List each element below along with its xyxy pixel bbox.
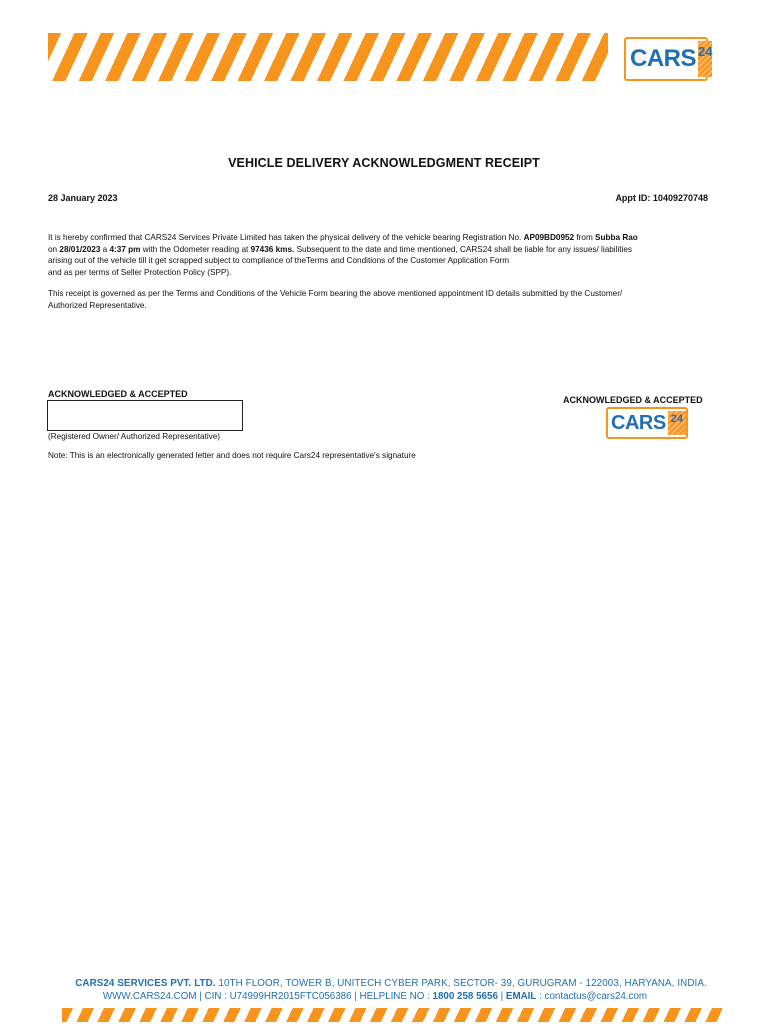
footer-email: : contactus@cars24.com bbox=[536, 991, 648, 1002]
para1-text-d: a bbox=[100, 244, 110, 254]
para1-text-b: from bbox=[574, 233, 596, 242]
electronic-note: Note: This is an electronically generated letter and does not require Cars24 representative's signature bbox=[48, 451, 416, 460]
cars24-stamp-logo bbox=[606, 407, 688, 439]
para1-text-a: It is hereby confirmed that CARS24 Services Private Limited has taken the physical delivery of the vehicle bearing Registration No. bbox=[48, 233, 524, 242]
header-stripe-band bbox=[48, 33, 608, 81]
para2-line2: Authorized Representative. bbox=[48, 300, 147, 310]
para1-text-c: on bbox=[48, 244, 60, 254]
footer-helpline: 1800 258 5656 bbox=[432, 991, 498, 1002]
signature-box bbox=[47, 400, 243, 431]
footer-address-text: 10TH FLOOR, TOWER B, UNITECH CYBER PARK, SECTOR- 39, GURUGRAM - 122003, HARYANA, INDIA. bbox=[215, 978, 707, 989]
delivery-time: 4:37 pm bbox=[109, 244, 141, 254]
footer-contact bbox=[0, 991, 750, 1002]
document-date: 28 January 2023 bbox=[48, 193, 118, 203]
footer-email-label: EMAIL bbox=[505, 991, 537, 1002]
footer-company: CARS24 SERVICES PVT. LTD. bbox=[75, 978, 216, 989]
footer-website-cin: WWW.CARS24.COM | CIN : U74999HR2015FTC056386 | HELPLINE NO : bbox=[102, 991, 433, 1002]
footer-address bbox=[0, 978, 768, 989]
delivery-date: 28/01/2023 bbox=[59, 244, 101, 254]
ack-heading-right: ACKNOWLEDGED & ACCEPTED bbox=[563, 395, 703, 405]
document-title: VEHICLE DELIVERY ACKNOWLEDGMENT RECEIPT bbox=[228, 156, 540, 170]
footer-separator: | bbox=[497, 991, 506, 1002]
stamp-logo-number: 24 bbox=[668, 411, 686, 435]
governance-paragraph bbox=[48, 288, 720, 311]
ack-heading-left: ACKNOWLEDGED & ACCEPTED bbox=[48, 389, 188, 399]
para1-text-e: with the Odometer reading at bbox=[140, 244, 251, 254]
signature-caption: (Registered Owner/ Authorized Representative) bbox=[48, 432, 221, 441]
cars24-logo bbox=[624, 37, 713, 81]
confirmation-paragraph bbox=[48, 232, 720, 278]
para1-line3: arising out of the vehicle till it get scrapped subject to compliance of theTerms and Conditions of the Customer Application Form bbox=[48, 256, 510, 265]
logo-number: 24 bbox=[698, 41, 712, 77]
para1-line4: and as per terms of Seller Protection Policy (SPP). bbox=[48, 267, 232, 277]
odometer-reading: 97436 kms. bbox=[250, 244, 295, 254]
para2-line1: This receipt is governed as per the Terms and Conditions of the Vehicle Form bearing the above mentioned appointment ID details submitted by the Customer/ bbox=[48, 289, 623, 298]
appointment-id: Appt ID: 10409270748 bbox=[615, 193, 708, 203]
para1-text-f: Subsequent to the date and time mentioned, CARS24 shall be liable for any issues/ liabilities bbox=[294, 244, 633, 254]
logo-word: CARS bbox=[630, 45, 697, 72]
owner-name: Subba Rao bbox=[595, 233, 638, 242]
stamp-logo-word: CARS bbox=[611, 411, 666, 434]
registration-number: AP09BD0952 bbox=[523, 233, 575, 242]
footer-stripe-band bbox=[62, 1008, 722, 1022]
